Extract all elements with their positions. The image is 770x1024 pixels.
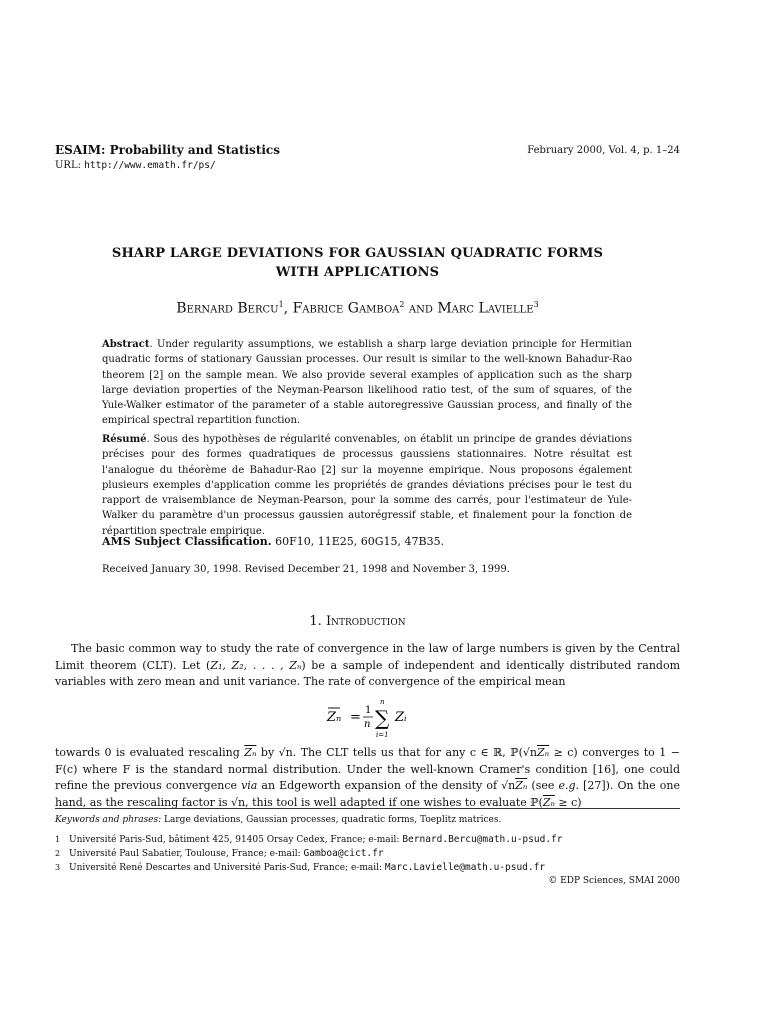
p2-text-c: ≥ c) converges to 1 − F(c) where F is the standard normal distribution. Under the well-known Cramer's condition [16], one could refine the previous convergence — [55, 746, 680, 792]
resume-label: Résumé — [102, 434, 147, 445]
section-heading — [55, 614, 660, 629]
ams-codes: 60F10, 11E25, 60G15, 47B35. — [275, 535, 445, 548]
author-sep-2: and — [404, 300, 438, 317]
eq-equals: = — [350, 710, 361, 725]
zbar-4: $\overline{Z_n}$ — [542, 795, 555, 809]
ams-classification — [102, 534, 632, 549]
author-list — [55, 300, 660, 317]
p1-text-a: The basic common way to study the rate of convergence in the law of large numbers is given by the Central Limit theorem (CLT). Let ( — [55, 642, 680, 672]
issue-info: February 2000, Vol. 4, p. 1–24 — [527, 145, 680, 156]
title-line-2: WITH APPLICATIONS — [275, 265, 440, 280]
resume — [102, 432, 632, 539]
title-line-1: SHARP LARGE DEVIATIONS FOR GAUSSIAN QUADRATIC FORMS — [111, 246, 604, 261]
p2-text-d: an Edgeworth expansion of the density of √n — [257, 779, 516, 792]
p2-text-a: towards 0 is evaluated rescaling — [55, 746, 245, 759]
section-number: 1. — [309, 614, 322, 629]
paper-title — [55, 244, 660, 282]
footnote-3-text: Université René Descartes and Université Paris-Sud, France; e-mail: — [69, 863, 385, 873]
p2-via: via — [241, 779, 258, 792]
keywords-text: Large deviations, Gaussian processes, quadratic forms, Toeplitz matrices. — [161, 815, 502, 825]
zbar-2: $\overline{Z_n}$ — [536, 746, 550, 759]
author-sep-1: , — [283, 300, 293, 317]
footnote-2 — [55, 847, 680, 862]
abstract-label: Abstract — [102, 339, 150, 350]
footnote-3-mark: 3 — [55, 863, 61, 872]
p2-text-b: by √n. The CLT tells us that for any c ∈ ℝ, ℙ(√n — [256, 746, 537, 759]
keywords-label: Keywords and phrases: — [55, 815, 162, 825]
copyright-notice: © EDP Sciences, SMAI 2000 — [548, 876, 680, 886]
author-2-mark: 2 — [399, 300, 405, 309]
section-title: Introduction — [325, 614, 406, 629]
author-3: Marc Lavielle — [437, 300, 534, 317]
footnote-1-mark: 1 — [55, 835, 61, 844]
eq-sum-bottom: i=1 — [376, 731, 389, 739]
author-1-mark: 1 — [278, 300, 284, 309]
intro-paragraph-1 — [55, 641, 680, 691]
zbar-3: $\overline{Z_n}$ — [515, 779, 528, 792]
intro-paragraph-2 — [55, 745, 680, 811]
footnote-2-mark: 2 — [55, 849, 61, 858]
p1-text-b: ) be a sample of independent and identically distributed random variables with zero mean and unit variance. The rate of convergence of the empirical mean — [55, 658, 681, 688]
eq-lhs: Zₙ — [327, 710, 342, 725]
keywords-footnote — [55, 813, 680, 828]
equation-graphic — [320, 697, 440, 741]
journal-url[interactable]: http://www.emath.fr/ps/ — [84, 160, 216, 171]
display-equation — [320, 697, 440, 741]
ams-label: AMS Subject Classification. — [102, 535, 272, 548]
footnote-1-email[interactable]: Bernard.Bercu@math.u-psud.fr — [402, 834, 563, 845]
zbar-1: $\overline{Z_n}$ — [244, 746, 257, 759]
abstract — [102, 337, 632, 429]
resume-text: . Sous des hypothèses de régularité convenables, on établit un principe de grandes déviations précises pour des formes quadratiques de processus gaussiens stationnaires. Notre résultat est l'analogue du théorème de Bahadur-Rao [2] sur la moyenne empirique. Nous proposons également plusieurs exemples d'application comme les propriétés de grandes déviations précises pour le test du rapport de vraisemblance de Neyman-Pearson, pour la somme des carrés, pour l'estimateur de Yule-Walker du paramètre d'un processus gaussien autorégressif stable, et finalement pour la fonction de répartition spectrale empirique. — [102, 434, 632, 537]
footnote-2-email[interactable]: Gamboa@cict.fr — [303, 848, 384, 859]
journal-url-line — [55, 160, 216, 171]
footnote-1-text: Université Paris-Sud, bâtiment 425, 91405 Orsay Cedex, France; e-mail: — [69, 835, 403, 845]
p2-text-e: (see — [527, 779, 559, 792]
eq-sum-sign: ∑ — [375, 706, 390, 730]
footnote-3-email[interactable]: Marc.Lavielle@math.u-psud.fr — [384, 862, 546, 873]
eq-denominator: n — [364, 719, 371, 730]
url-label: URL: — [55, 160, 81, 171]
p1-sequence: Z₁, Z₂, . . . , Zₙ — [210, 658, 302, 672]
footnote-3 — [55, 861, 680, 876]
author-1: Bernard Bercu — [176, 300, 279, 317]
eq-term: Zᵢ — [395, 710, 407, 725]
author-3-mark: 3 — [533, 300, 539, 309]
abstract-text: . Under regularity assumptions, we establish a sharp large deviation principle for Hermitian quadratic forms of stationary Gaussian processes. Our result is similar to the well-known Bahadur-Rao theorem [2] on the sample mean. We also provide several examples of application such as the sharp large deviation properties of the Neyman-Pearson likelihood ratio test, of the sum of squares, of the Yule-Walker estimator of the parameter of a stable autoregressive Gaussian process, and finally of the empirical spectral repartition function. — [102, 339, 632, 427]
footnote-rule — [55, 808, 680, 809]
received-dates: Received January 30, 1998. Revised December 21, 1998 and November 3, 1999. — [102, 564, 510, 575]
p2-eg: e.g. — [558, 779, 579, 792]
eq-numerator: 1 — [365, 705, 372, 716]
footnote-2-text: Université Paul Sabatier, Toulouse, France; e-mail: — [69, 849, 304, 859]
p2-text-g: ≥ c) — [554, 795, 582, 809]
footnote-1 — [55, 833, 680, 848]
eq-sum-top: n — [380, 698, 385, 706]
journal-name: ESAIM: Probability and Statistics — [55, 143, 280, 157]
p2-text-f: [27]). On the one hand, as the rescaling factor is √n, this tool is well adapted if one wishes to evaluate ℙ( — [55, 779, 680, 809]
author-2: Fabrice Gamboa — [292, 300, 400, 317]
